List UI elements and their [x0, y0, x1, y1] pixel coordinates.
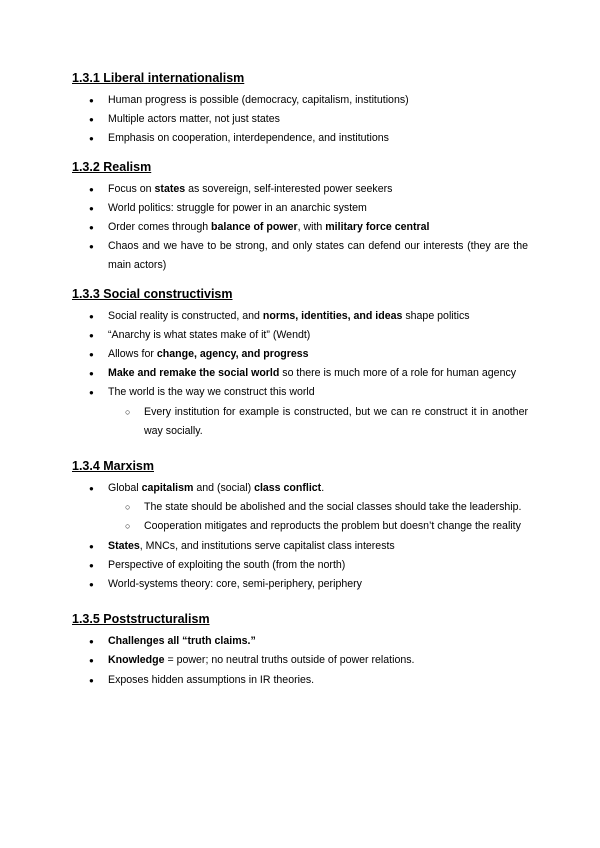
- list-item: [72, 479, 528, 537]
- item-text: Order comes through: [108, 221, 212, 234]
- item-text-bold: change, agency, and progress: [156, 348, 309, 361]
- notes-content: [72, 69, 528, 690]
- list-item: [72, 364, 528, 383]
- list-item: [72, 575, 528, 594]
- item-text: “Anarchy is what states make of it” (Wendt): [108, 328, 311, 341]
- item-text: Global: [108, 482, 142, 495]
- item-text: World-systems theory: core, semi-periphery, periphery: [108, 578, 362, 591]
- section-poststructuralism: [72, 610, 528, 690]
- item-text-bold: military force central: [325, 221, 430, 234]
- list-item: [72, 537, 528, 556]
- item-text: Allows for: [108, 348, 157, 361]
- item-text-bold: norms, identities, and ideas: [262, 309, 403, 322]
- section-heading: 1.3.5 Poststructuralism: [72, 612, 210, 627]
- item-text-bold: states: [154, 182, 186, 195]
- item-text-bold: Challenges all “truth claims.”: [108, 635, 256, 648]
- list-item: [72, 91, 528, 110]
- section-heading: 1.3.1 Liberal internationalism: [72, 71, 245, 85]
- item-text: Every institution for example is constructed, but we can re construct it in another way socially.: [144, 405, 528, 437]
- item-text-bold: Knowledge: [108, 654, 165, 667]
- list-item: [72, 199, 528, 218]
- list-item: [72, 651, 528, 670]
- list-item: [72, 307, 528, 326]
- item-text: The state should be abolished and the social classes should take the leadership.: [144, 501, 522, 514]
- item-text: Multiple actors matter, not just states: [108, 113, 280, 126]
- item-text-bold: class conflict: [254, 482, 322, 495]
- list-item: [72, 383, 528, 441]
- list-item: [72, 632, 528, 651]
- sub-list-item: [108, 517, 528, 536]
- item-text: Perspective of exploiting the south (from the north): [108, 558, 346, 571]
- item-text-bold: capitalism: [141, 482, 194, 495]
- item-text: Cooperation mitigates and reproducts the problem but doesn’t change the reality: [144, 520, 521, 533]
- list-item: [72, 671, 528, 690]
- item-text-bold: States: [108, 539, 140, 552]
- item-text: , with: [297, 221, 326, 234]
- list-item: [72, 237, 528, 275]
- item-text: = power; no neutral truths outside of power relations.: [164, 654, 415, 667]
- list-item: [72, 180, 528, 199]
- item-text: shape politics: [402, 309, 470, 322]
- sub-bullet-list: [108, 403, 528, 441]
- item-text-bold: balance of power: [211, 221, 298, 234]
- list-item: [72, 345, 528, 364]
- item-text: Human progress is possible (democracy, capitalism, institutions): [108, 94, 409, 106]
- bullet-list: [72, 91, 528, 149]
- section-social-constructivism: [72, 285, 528, 441]
- section-heading: 1.3.3 Social constructivism: [72, 286, 233, 301]
- item-text: as sovereign, self-interested power seekers: [185, 182, 393, 195]
- item-text: and (social): [193, 482, 255, 495]
- item-text: , MNCs, and institutions serve capitalist class interests: [139, 539, 395, 552]
- item-text: Focus on: [108, 182, 155, 195]
- section-heading: 1.3.4 Marxism: [72, 459, 154, 474]
- list-item: [72, 129, 528, 148]
- item-text: .: [321, 482, 325, 495]
- bullet-list: [72, 632, 528, 690]
- section-heading: 1.3.2 Realism: [72, 159, 152, 174]
- bullet-list: [72, 479, 528, 594]
- list-item: [72, 556, 528, 575]
- item-text: World politics: struggle for power in an anarchic system: [108, 201, 367, 214]
- section-marxism: [72, 457, 528, 594]
- item-text: Social reality is constructed, and: [108, 309, 263, 322]
- item-text: so there is much more of a role for human agency: [279, 367, 517, 380]
- item-text: Exposes hidden assumptions in IR theories.: [108, 673, 315, 686]
- section-realism: [72, 158, 528, 276]
- item-text: The world is the way we construct this world: [108, 386, 315, 399]
- sub-list-item: [108, 403, 528, 441]
- item-text: Chaos and we have to be strong, and only states can defend our interests (they are the main actors): [108, 240, 528, 272]
- bullet-list: [72, 307, 528, 441]
- list-item: [72, 326, 528, 345]
- sub-bullet-list: [108, 498, 528, 536]
- bullet-list: [72, 180, 528, 276]
- sub-list-item: [108, 498, 528, 517]
- item-text: Emphasis on cooperation, interdependence, and institutions: [108, 132, 389, 145]
- section-liberal-internationalism: [72, 69, 528, 149]
- item-text-bold: Make and remake the social world: [108, 367, 280, 380]
- list-item: [72, 110, 528, 129]
- list-item: [72, 218, 528, 237]
